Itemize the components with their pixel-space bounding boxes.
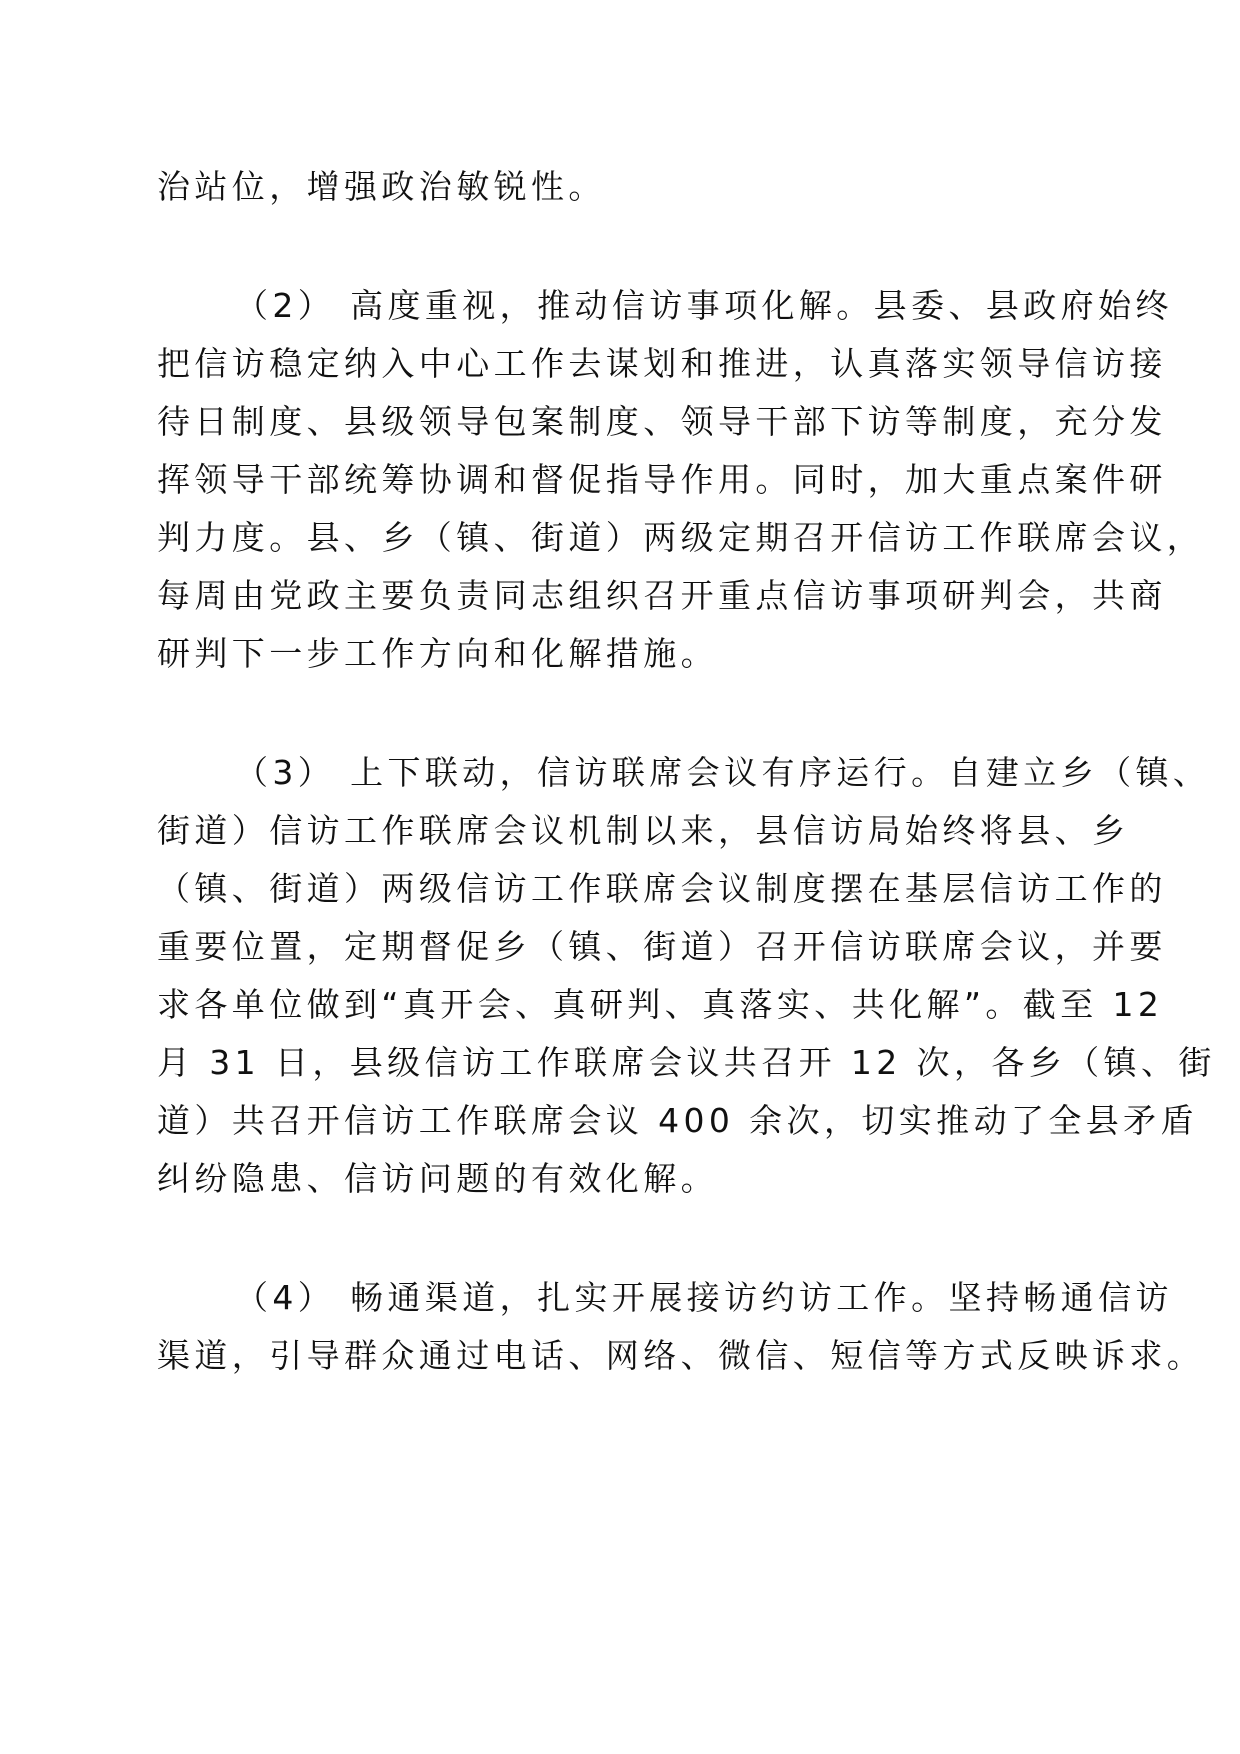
paragraph-3-line-7: 道）共召开信访工作联席会议 400 余次，切实推动了全县矛盾 — [157, 1101, 1198, 1140]
paragraph-2-line-7: 研判下一步工作方向和化解措施。 — [157, 634, 718, 673]
paragraph-2-line-4: 挥领导干部统筹协调和督促指导作用。同时，加大重点案件研 — [157, 460, 1167, 499]
paragraph-2-line-3: 待日制度、县级领导包案制度、领导干部下访等制度，充分发 — [157, 402, 1167, 441]
paragraph-3-line-2: 街道）信访工作联席会议机制以来，县信访局始终将县、乡 — [157, 811, 1130, 850]
paragraph-3-line-3: （镇、街道）两级信访工作联席会议制度摆在基层信访工作的 — [157, 869, 1167, 908]
paragraph-2-line-2: 把信访稳定纳入中心工作去谋划和推进，认真落实领导信访接 — [157, 344, 1167, 383]
paragraph-3-line-5: 求各单位做到“真开会、真研判、真落实、共化解”。截至 12 — [157, 985, 1164, 1024]
paragraph-4-line-1: （4） 畅通渠道，扎实开展接访约访工作。坚持畅通信访 — [235, 1278, 1173, 1317]
paragraph-1-line-1: 治站位，增强政治敏锐性。 — [157, 167, 606, 206]
paragraph-4-line-2: 渠道，引导群众通过电话、网络、微信、短信等方式反映诉求。 — [157, 1336, 1205, 1375]
paragraph-2-line-1: （2） 高度重视，推动信访事项化解。县委、县政府始终 — [235, 286, 1173, 325]
paragraph-3-line-4: 重要位置，定期督促乡（镇、街道）召开信访联席会议，并要 — [157, 927, 1167, 966]
paragraph-3-line-6: 月 31 日，县级信访工作联席会议共召开 12 次，各乡（镇、街 — [157, 1043, 1216, 1082]
paragraph-2-line-6: 每周由党政主要负责同志组织召开重点信访事项研判会，共商 — [157, 576, 1167, 615]
paragraph-2-line-5: 判力度。县、乡（镇、街道）两级定期召开信访工作联席会议， — [157, 518, 1205, 557]
paragraph-3-line-1: （3） 上下联动，信访联席会议有序运行。自建立乡（镇、 — [235, 753, 1211, 792]
paragraph-3-line-8: 纠纷隐患、信访问题的有效化解。 — [157, 1159, 718, 1198]
